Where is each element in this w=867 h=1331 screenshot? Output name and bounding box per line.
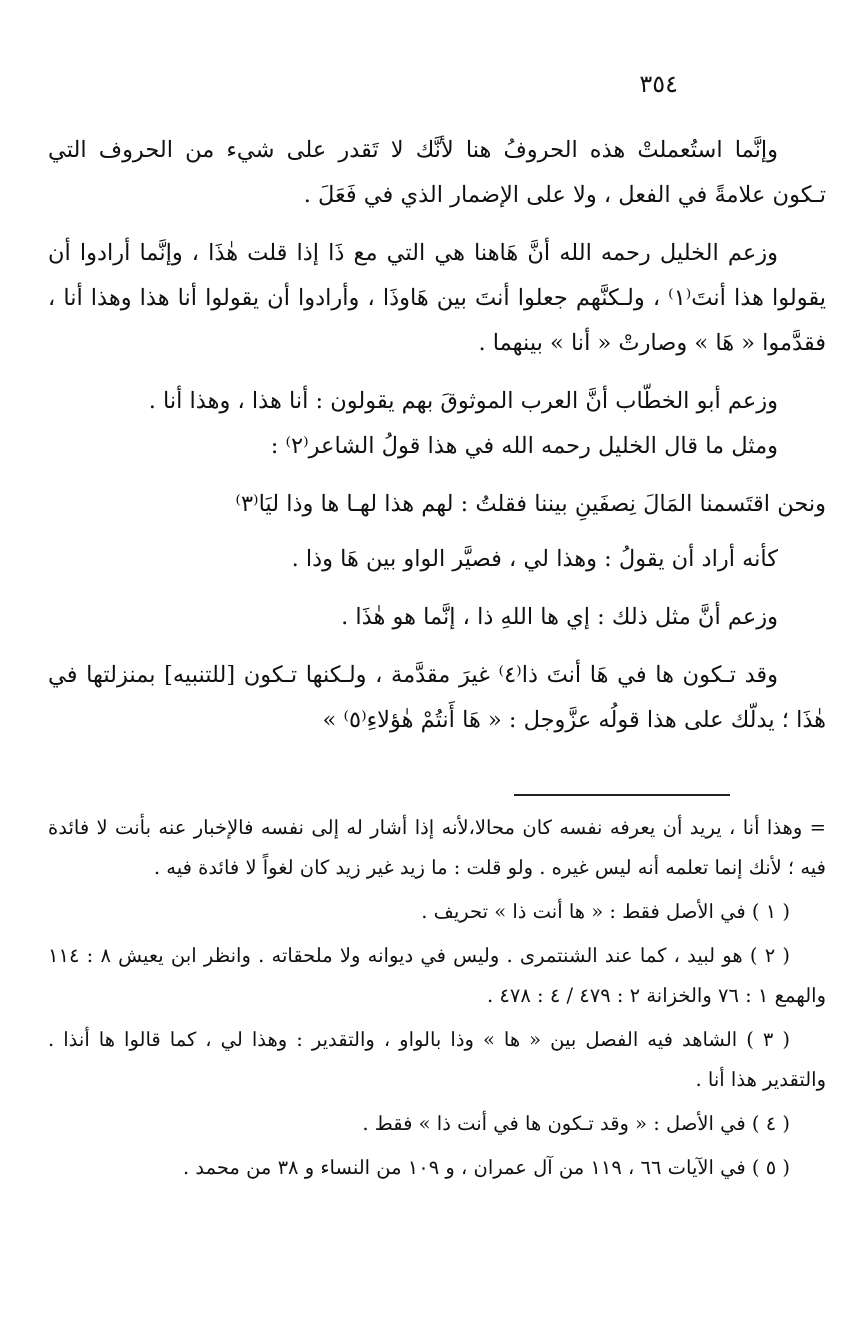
footnote-separator	[514, 794, 730, 796]
paragraph-6: وزعم أنَّ مثل ذلك : إي ها اللهِ ذا ، إنَّما هو هٰذَا .	[341, 604, 778, 630]
paragraph-7: وقد تـكون ها في هَا أنتَ ذا⁽٤⁾ غيرَ مقدَّمة ، ولـكنها تـكون [للتنبيه] بمنزلتها في هٰذَا ؛ يدلّك على هذا قولُه عزَّوجل : « هَا أَنتُمْ هٰؤلاءِ⁽٥⁾ »	[48, 662, 826, 733]
footnotes	[48, 808, 826, 1192]
paragraph-2: وزعم الخليل رحمه الله أنَّ هَاهنا هي التي مع ذَا إذا قلت هٰذَا ، وإنَّما أرادوا أن يقولوا هذا أنتَ⁽١⁾ ، ولـكنَّهم جعلوا أنتَ بين هَاوذَا ، وأرادوا أن يقولوا أنا هذا وهذا أنا ، فقدَّموا « هَا » وصارتْ « أنا » بينهما .	[48, 240, 826, 356]
page-number: ٣٥٤	[639, 70, 678, 98]
footnote-5: ( ٥ ) في الآيات ٦٦ ، ١١٩ من آل عمران ، و ١٠٩ من النساء و ٣٨ من محمد .	[182, 1156, 790, 1179]
poetry-verse: ونحن اقتَسمنا المَالَ نِصفَينِ بيننا فقلتُ : لهم هذا لهـا ها وذا ليَا⁽٣⁾	[235, 491, 826, 517]
footnote-2: ( ٢ ) هو لبيد ، كما عند الشنتمرى . وليس في ديوانه ولا ملحقاته . وانظر ابن يعيش ٨ : ١١٤ والهمع ١ : ٧٦ والخزانة ٢ : ٤٧٩ / ٤ : ٤٧٨ .	[48, 944, 826, 1007]
footnote-4: ( ٤ ) في الأصل : « وقد تـكون ها في أنت ذا » فقط .	[362, 1112, 790, 1135]
footnote-continuation: = وهذا أنا ، يريد أن يعرفه نفسه كان محالا،لأنه إذا أشار له إلى نفسه فالإخبار عنه بأنت لا فائدة فيه ؛ لأنك إنما تعلمه أنه ليس غيره . ولو قلت : ما زيد غير زيد كان لغواً لا فائدة فيه .	[48, 816, 826, 879]
main-text	[48, 128, 826, 756]
footnote-3: ( ٣ ) الشاهد فيه الفصل بين « ها » وذا بالواو ، والتقدير : وهذا لي ، كما قالوا ها أنذا . والتقدير هذا أنا .	[48, 1028, 826, 1091]
paragraph-1: وإنَّما استُعملتْ هذه الحروفُ هنا لأنَّك لا تَقدر على شيء من الحروف التي تـكون علامةً في الفعل ، ولا على الإضمار الذي في فَعَلَ .	[48, 137, 826, 208]
footnote-1: ( ١ ) في الأصل فقط : « ها أنت ذا » تحريف .	[421, 900, 790, 923]
paragraph-3: وزعم أبو الخطّاب أنَّ العرب الموثوقَ بهم يقولون : أنا هذا ، وهذا أنا .	[148, 388, 778, 414]
paragraph-4: ومثل ما قال الخليل رحمه الله في هذا قولُ الشاعر⁽٢⁾ :	[270, 433, 778, 459]
paragraph-5: كأنه أراد أن يقولُ : وهذا لي ، فصيَّر الواو بين هَا وذا .	[291, 546, 778, 572]
